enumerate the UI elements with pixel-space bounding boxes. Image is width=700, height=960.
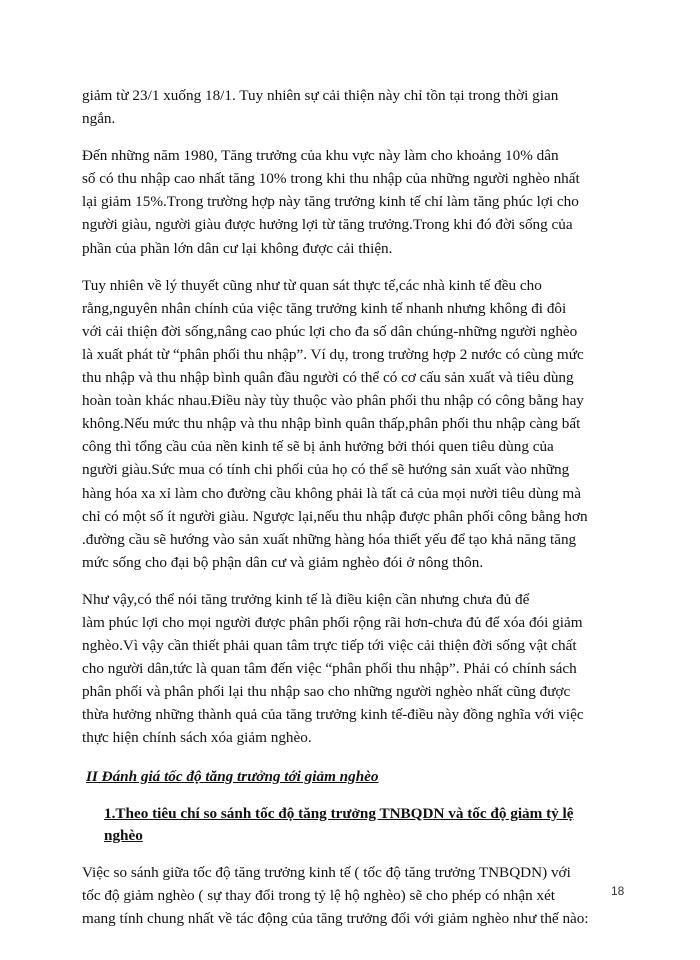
text-line: thu nhập và thu nhập bình quân đầu người có thể có cơ cấu sản xuất và tiêu dùng — [82, 369, 574, 387]
page-number: 18 — [611, 884, 625, 898]
text-line: Việc so sánh giữa tốc độ tăng trưởng kinh tế ( tốc độ tăng trưởng TNBQDN) với — [82, 863, 571, 881]
text-line: không.Nếu mức thu nhập và thu nhập bình quân thấp,phân phối thu nhập càng bất — [82, 415, 581, 433]
text-line: rằng,nguyên nhân chính của việc tăng trưởng kinh tế nhanh nhưng không đi đôi — [82, 299, 567, 317]
text-line: hoàn toàn khác nhau.Điều này tùy thuộc vào phân phối thu nhập có công bằng hay — [82, 392, 584, 410]
text-line: lại giảm 15%.Trong trường hợp này tăng trưởng kinh tế chỉ làm tăng phúc lợi cho — [82, 193, 579, 211]
text-line: phân phối và phân phối lại thu nhập sao cho những người nghèo nhất cũng được — [82, 683, 571, 701]
section-heading: II Đánh giá tốc độ tăng trưởng tới giảm nghèo — [86, 767, 379, 785]
text-line: thừa hưởng những thành quả của tăng trưởng kinh tế-điều này đồng nghĩa với việc — [82, 706, 584, 724]
final-paragraph — [82, 861, 627, 930]
page-content — [82, 84, 627, 930]
paragraph-4 — [82, 588, 627, 750]
paragraph-2 — [82, 144, 627, 259]
heading-line: 1.Theo tiêu chí so sánh tốc độ tăng trưởng TNBQDN và tốc độ giảm tỷ lệ — [104, 804, 574, 822]
text-line: công thì tổng cầu của nền kinh tế sẽ bị ảnh hưởng bởi thói quen tiêu dùng của — [82, 438, 554, 456]
text-line: hàng hóa xa xỉ làm cho đường cầu không phải là tất cả của mọi nười tiêu dùng mà — [82, 484, 581, 502]
text-line: Như vậy,có thể nói tăng trưởng kinh tế là điều kiện cần nhưng chưa đủ để — [82, 590, 530, 608]
text-line: phần của phần lớn dân cư lại không được cải thiện. — [82, 239, 393, 257]
text-line: .đường cầu sẽ hướng vào sản xuất những hàng hóa thiết yếu để tạo khả năng tăng — [82, 530, 577, 548]
heading-line: nghèo — [104, 826, 143, 844]
text-line: mang tính chung nhất về tác động của tăng trưởng đối với giảm nghèo như thế nào: — [82, 909, 589, 927]
text-line: làm phúc lợi cho mọi người được phân phối rộng rãi hơn-chưa đủ để xóa đói giảm — [82, 613, 583, 631]
text-line: giảm từ 23/1 xuống 18/1. Tuy nhiên sự cải thiện này chỉ tồn tại trong thời gian — [82, 87, 559, 104]
text-line: người giàu.Sức mua có tính chi phối của họ có thể sẽ hướng sản xuất vào những — [82, 461, 570, 479]
paragraph-3 — [82, 274, 627, 574]
text-line: người giàu, người giàu được hưởng lợi từ tăng trưởng.Trong khi đó đời sống của — [82, 216, 573, 234]
text-line: thực hiện chính sách xóa giảm nghèo. — [82, 729, 312, 747]
text-line: ngắn. — [82, 110, 116, 128]
text-line: cho người dân,tức là quan tâm đến việc “phân phối thu nhập”. Phải có chính sách — [82, 660, 577, 678]
text-line: là xuất phát từ “phân phối thu nhập”. Ví dụ, trong trường hợp 2 nước có cùng mức — [82, 345, 584, 363]
text-line: số có thu nhập cao nhất tăng 10% trong khi thu nhập của những người nghèo nhất — [82, 170, 580, 188]
text-line: mức sống cho đại bộ phận dân cư và giảm nghèo đói ở nông thôn. — [82, 553, 484, 571]
text-line: chỉ có một số ít người giàu. Ngược lại,nếu thu nhập được phân phối công bằng hơn — [82, 507, 588, 525]
paragraph-1 — [82, 84, 627, 130]
subsection-heading — [104, 803, 627, 847]
text-line: Tuy nhiên về lý thuyết cũng như từ quan sát thực tế,các nhà kinh tế đều cho — [82, 276, 542, 294]
text-line: tốc độ giảm nghèo ( sự thay đổi trong tỷ lệ hộ nghèo) sẽ cho phép có nhận xét — [82, 886, 556, 904]
text-line: Đến những năm 1980, Tăng trưởng của khu vực này làm cho khoảng 10% dân — [82, 147, 559, 165]
text-line: nghèo.Vì vậy cần thiết phải quan tâm trực tiếp tới việc cải thiện đời sống vật chất — [82, 637, 577, 655]
text-line: với cải thiện đời sống,nâng cao phúc lợi cho đa số dân chúng-những người nghèo — [82, 322, 578, 340]
